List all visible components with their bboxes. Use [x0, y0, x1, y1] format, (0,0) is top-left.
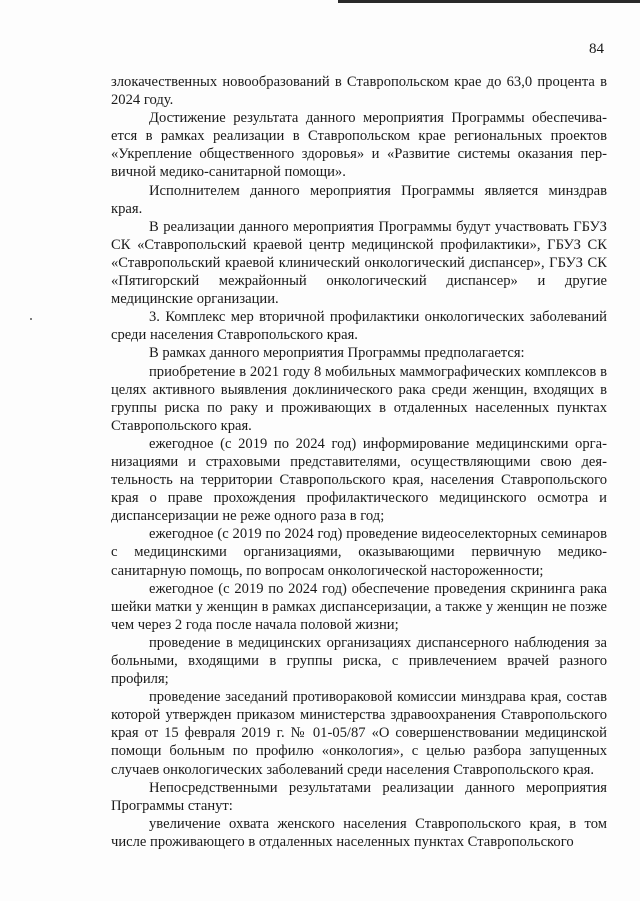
list-item: увеличение охвата женского населения Ставропольского края, в том числе проживающего в отдаленных населенных пунктах Ставропольского — [111, 815, 607, 850]
list-item: проведение заседаний противораковой комиссии минздрава края, состав которой утвержден приказом министерства здравоохранения Ставропольского края от 15 февраля 2019 г. № 01-05/87 «О совершенствовании медицинской помощи больным по профилю «онкология», с целью разбора запущенных случаев онкологических заболеваний среди населения Ставропольского края. — [111, 689, 607, 778]
paragraph-continuation: злокачественных новообразований в Ставропольском крае до 63,0 процента в 2024 году. — [111, 74, 607, 109]
scan-speck — [30, 318, 32, 320]
paragraph: В реализации данного мероприятия Программы будут участвовать ГБУЗ СК «Ставропольский краевой центр медицинской профилактики», ГБУЗ СК «Ставропольский краевой клинический онкологический диспансер», ГБУЗ СК «Пятигорский межрайонный онкологический диспансер» и другие медицинские организации. — [111, 218, 607, 308]
list-item: ежегодное (с 2019 по 2024 год) информирование медицинскими организациями и страховыми представителями, осуществляющими свою деятельность на территории Ставропольского края, населения Ставропольского края о праве прохождения профилактического медицинского осмотра и диспансеризации не реже одного раза в год; — [111, 435, 607, 525]
section-heading: 3. Комплекс мер вторичной профилактики онкологических заболеваний среди населения Ставропольского края. — [111, 309, 607, 344]
list-item: ежегодное (с 2019 по 2024 год) проведение видеоселекторных семинаров с медицинскими организациями, оказывающими первичную медико-санитарную помощь, по вопросам онкологической настороженности; — [111, 526, 607, 579]
list-item: ежегодное (с 2019 по 2024 год) обеспечение проведения скрининга рака шейки матки у женщин в рамках диспансеризации, а также у женщин не позже чем через 2 года после начала половой жизни; — [111, 580, 607, 633]
paragraph: Непосредственными результатами реализации данного мероприятия Программы станут: — [111, 779, 607, 814]
scan-edge-line — [338, 0, 640, 3]
document-body — [111, 73, 607, 851]
paragraph: В рамках данного мероприятия Программы предполагается: — [149, 345, 525, 362]
paragraph: Исполнителем данного мероприятия Программы является минздрав края. — [111, 182, 607, 217]
paragraph: Достижение результата данного мероприятия Программы обеспечивается в рамках реализации в Ставропольском крае региональных проектов «Укрепление общественного здоровья» и «Развитие системы оказания первичной медико-санитарной помощи». — [111, 110, 607, 181]
page-number: 84 — [589, 41, 604, 57]
list-item: проведение в медицинских организациях диспансерного наблюдения за больными, входящими в группы риска, с привлечением врачей разного профиля; — [111, 634, 607, 688]
list-item: приобретение в 2021 году 8 мобильных маммографических комплексов в целях активного выявления доклинического рака среди женщин, входящих в группы риска по раку и проживающих в отдаленных населенных пунктах Ставропольского края. — [111, 363, 607, 434]
